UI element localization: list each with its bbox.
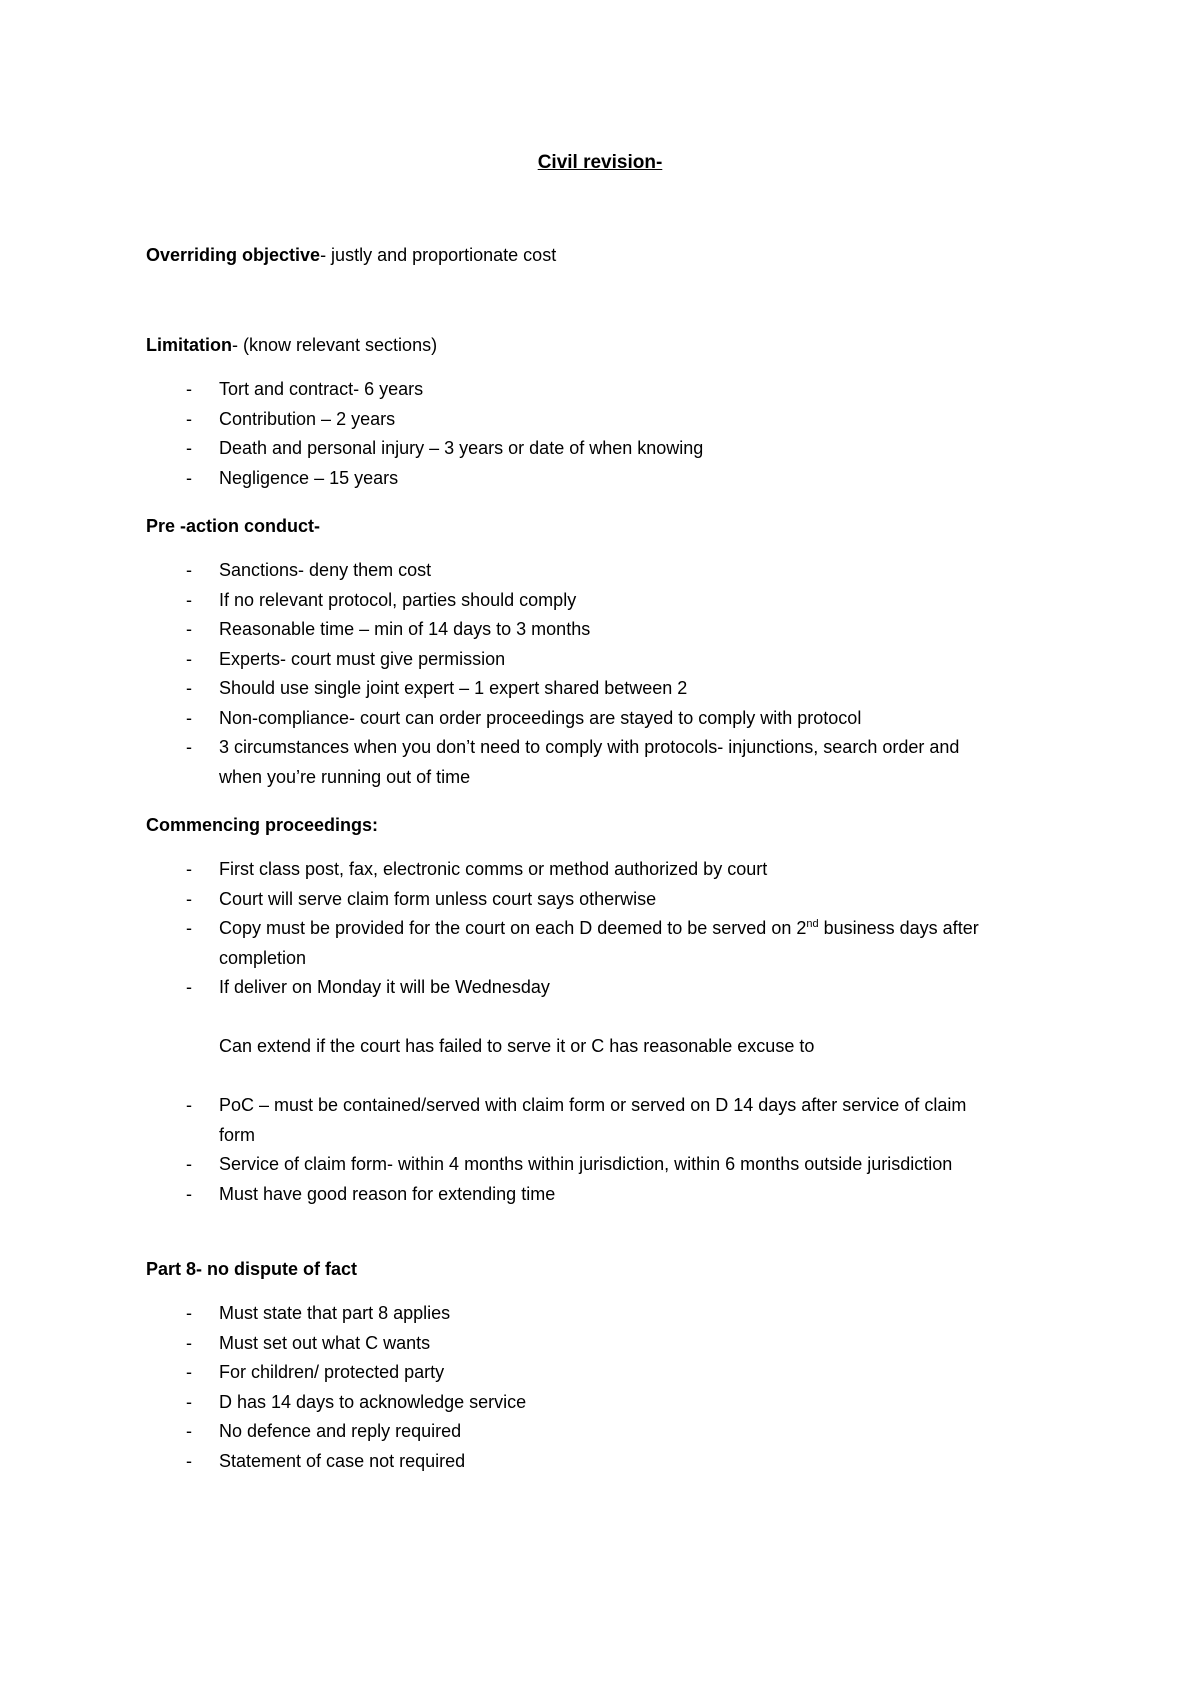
list-item: - First class post, fax, electronic comms or method authorized by court (146, 855, 989, 885)
commencing-list-a (146, 855, 989, 1003)
list-item: - No defence and reply required (146, 1417, 989, 1447)
list-item: - Must set out what C wants (146, 1329, 989, 1359)
limitation-list (146, 375, 989, 493)
list-item: - Contribution – 2 years (146, 405, 989, 435)
dash-bullet: - (186, 1303, 192, 1323)
list-item: - Court will serve claim form unless court says otherwise (146, 885, 989, 915)
dash-bullet: - (186, 918, 192, 938)
ordinal-superscript: nd (806, 918, 819, 930)
list-item: - Reasonable time – min of 14 days to 3 months (146, 615, 989, 645)
dash-bullet: - (186, 379, 192, 399)
preaction-list (146, 556, 989, 792)
dash-bullet: - (186, 1095, 192, 1115)
dash-bullet: - (186, 408, 192, 429)
list-item: - Copy must be provided for the court on each D deemed to be served on 2nd business days after completion (146, 914, 989, 973)
list-item: - If no relevant protocol, parties should comply (146, 586, 989, 616)
dash-bullet: - (186, 438, 192, 458)
limitation-text: - (know relevant sections) (232, 335, 438, 355)
commencing-line (146, 812, 378, 838)
overriding-objective-line (146, 242, 556, 268)
overriding-objective-heading: Overriding objective (146, 245, 321, 265)
list-item: - Tort and contract- 6 years (146, 375, 989, 405)
dash-bullet: - (186, 678, 192, 698)
dash-bullet: - (186, 467, 192, 488)
list-item: - Experts- court must give permission (146, 645, 989, 675)
dash-bullet: - (186, 1421, 192, 1441)
dash-bullet: - (186, 1183, 192, 1204)
list-item: - Non-compliance- court can order proceedings are stayed to comply with protocol (146, 704, 989, 734)
part8-list (146, 1299, 989, 1476)
limitation-line (146, 332, 437, 358)
list-item: - If deliver on Monday it will be Wednesday (146, 973, 989, 1003)
commencing-list-b (146, 1091, 989, 1209)
list-item: - Statement of case not required (146, 1447, 989, 1477)
list-item: - PoC – must be contained/served with claim form or served on D 14 days after service of claim form (146, 1091, 989, 1150)
dash-bullet: - (186, 560, 192, 580)
dash-bullet: - (186, 619, 192, 639)
dash-bullet: - (186, 1362, 192, 1382)
list-item: - Sanctions- deny them cost (146, 556, 989, 586)
dash-bullet: - (186, 1154, 192, 1174)
dash-bullet: - (186, 977, 192, 997)
overriding-objective-text: - justly and proportionate cost (320, 245, 557, 265)
list-item: - For children/ protected party (146, 1358, 989, 1388)
list-item: - Death and personal injury – 3 years or date of when knowing (146, 434, 989, 464)
preaction-heading: Pre -action conduct- (146, 516, 321, 536)
dash-bullet: - (186, 648, 192, 669)
list-item: - Should use single joint expert – 1 expert shared between 2 (146, 674, 989, 704)
commencing-note: Can extend if the court has failed to serve it or C has reasonable excuse to (219, 1036, 815, 1056)
list-item: - 3 circumstances when you don’t need to comply with protocols- injunctions, search order and when you’re running out of time (146, 733, 989, 792)
preaction-line (146, 513, 320, 539)
limitation-heading: Limitation (146, 335, 232, 355)
list-item: - Must state that part 8 applies (146, 1299, 989, 1329)
dash-bullet: - (186, 888, 192, 909)
document-title: Civil revision- (537, 152, 663, 173)
dash-bullet: - (186, 737, 192, 757)
dash-bullet: - (186, 707, 192, 728)
dash-bullet: - (186, 589, 192, 610)
list-item: - D has 14 days to acknowledge service (146, 1388, 989, 1418)
part8-line (146, 1256, 357, 1282)
dash-bullet: - (186, 1391, 192, 1412)
dash-bullet: - (186, 859, 192, 879)
list-item: - Negligence – 15 years (146, 464, 989, 494)
list-item: - Service of claim form- within 4 months within jurisdiction, within 6 months outside jurisdiction (146, 1150, 989, 1180)
dash-bullet: - (186, 1450, 192, 1471)
commencing-heading: Commencing proceedings: (146, 815, 379, 835)
dash-bullet: - (186, 1332, 192, 1353)
list-item: - Must have good reason for extending time (146, 1180, 989, 1210)
part8-heading: Part 8- no dispute of fact (146, 1259, 358, 1279)
